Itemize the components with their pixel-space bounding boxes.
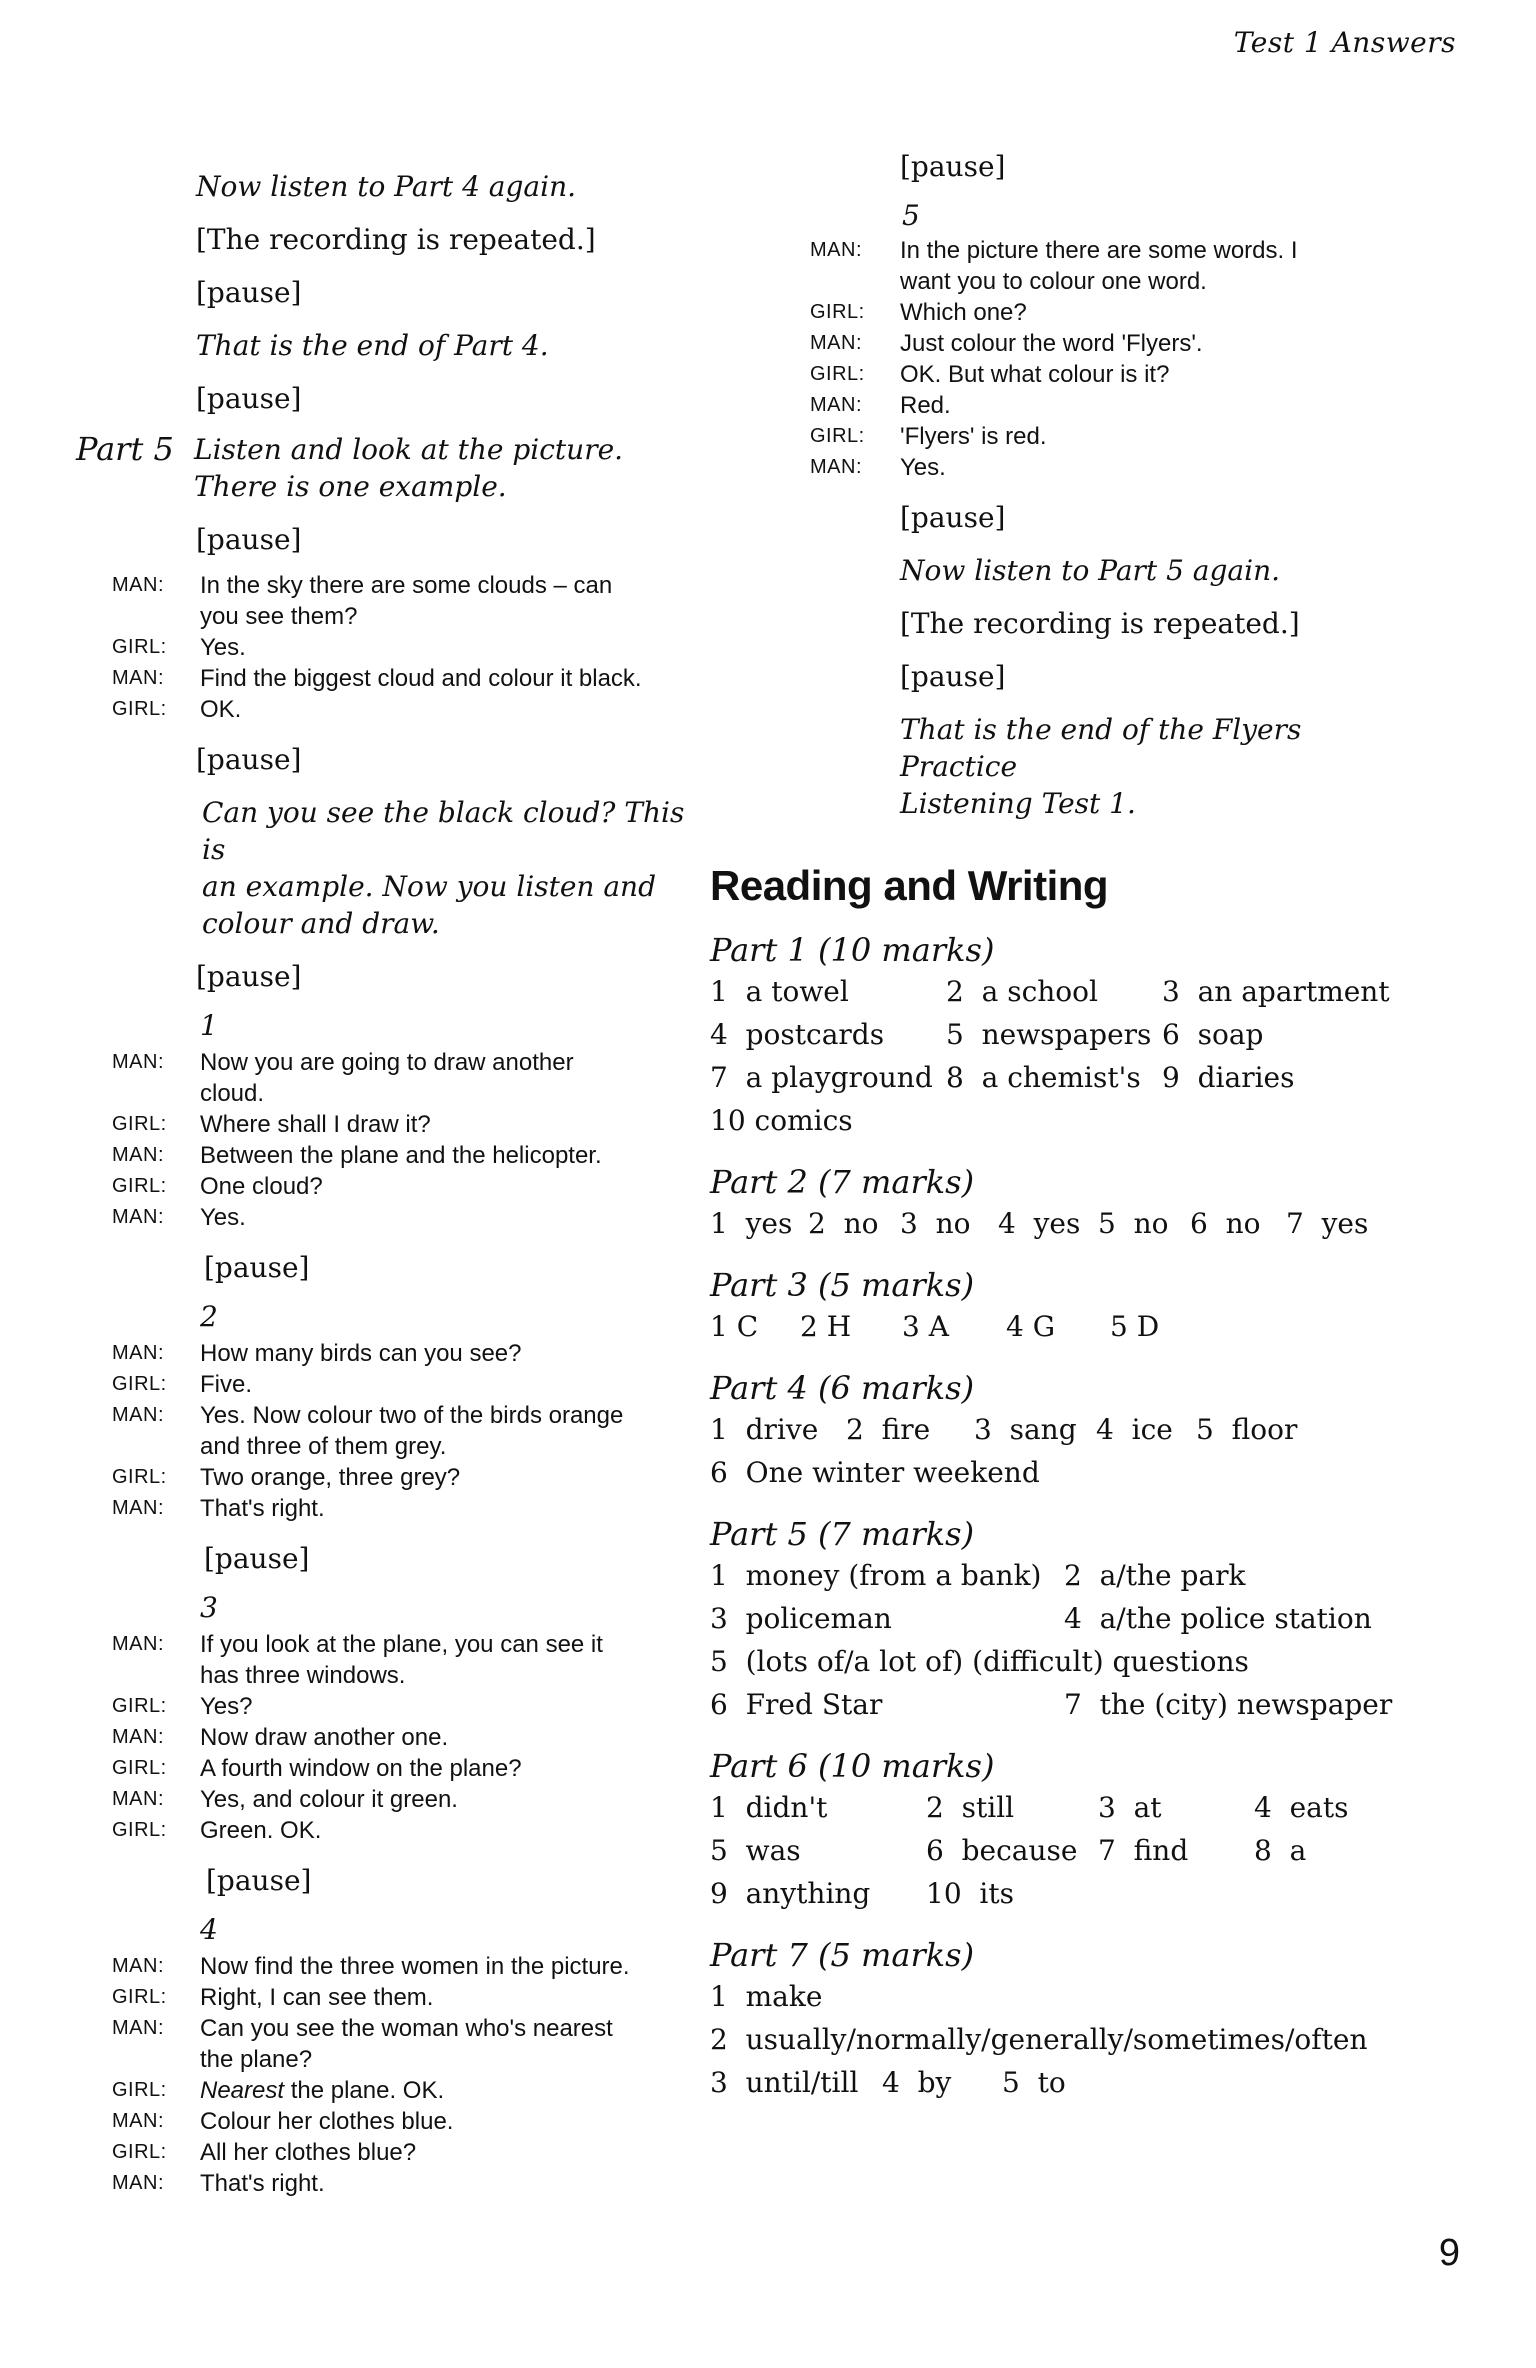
stage-direction: Now listen to Part 5 again. — [900, 554, 1280, 587]
answer-item: 3 A — [902, 1310, 949, 1343]
answer-part-title: Part 6 (10 marks) — [710, 1747, 995, 1785]
answer-item: 3 sang — [974, 1413, 1077, 1446]
part5-label: Part 5 — [76, 430, 174, 468]
dialogue-line — [78, 632, 698, 663]
dialogue-line — [78, 1140, 698, 1171]
answer-part-title: Part 2 (7 marks) — [710, 1163, 975, 1201]
speaker: GIRL: — [810, 425, 865, 447]
utterance: Between the plane and the helicopter. — [200, 1142, 602, 1169]
answer-row — [710, 970, 1410, 1013]
answer-item: 8 a — [1254, 1834, 1307, 1867]
answer-item: 5 floor — [1196, 1413, 1298, 1446]
speaker: MAN: — [112, 1342, 164, 1364]
speaker: MAN: — [112, 1497, 164, 1519]
speaker: MAN: — [112, 2172, 164, 2194]
answer-item: 1 didn't — [710, 1791, 828, 1824]
utterance: Now you are going to draw another — [200, 1049, 574, 1076]
speaker: GIRL: — [112, 2141, 167, 2163]
speaker: GIRL: — [112, 1175, 167, 1197]
pause-marker: [pause] — [196, 276, 302, 309]
answer-item: 1 yes — [710, 1207, 793, 1240]
utterance: Yes. — [200, 1204, 246, 1231]
utterance: Which one? — [900, 299, 1027, 326]
dialogue-q5 — [710, 235, 1410, 483]
part5-instruction: Listen and look at the picture. — [194, 433, 624, 466]
answer-item: 5 newspapers — [946, 1018, 1152, 1051]
answer-item: 2 a school — [946, 975, 1098, 1008]
dialogue-line — [78, 694, 698, 725]
answer-item: 6 no — [1190, 1207, 1261, 1240]
stage-direction — [900, 711, 1410, 822]
dialogue-line — [78, 663, 698, 694]
answer-row — [710, 1975, 1410, 2018]
speaker — [78, 601, 200, 632]
dialogue-line — [78, 1338, 698, 1369]
dialogue-line — [710, 390, 1410, 421]
example-note-line: Can you see the black cloud? This is — [202, 796, 685, 866]
emphasis: Nearest — [200, 2077, 285, 2104]
stage-direction: [The recording is repeated.] — [196, 223, 596, 256]
dialogue-line — [78, 1078, 698, 1109]
speaker: MAN: — [112, 1404, 164, 1426]
answer-item: 6 because — [926, 1834, 1078, 1867]
example-note-line: colour and draw. — [202, 907, 440, 940]
answer-item: 4 eats — [1254, 1791, 1349, 1824]
dialogue-line — [78, 2013, 698, 2044]
dialogue-line — [710, 266, 1410, 297]
stage-direction: That is the end of Part 4. — [196, 329, 549, 362]
utterance: Where shall I draw it? — [200, 1111, 431, 1138]
dialogue-line — [78, 1431, 698, 1462]
answer-part-title: Part 1 (10 marks) — [710, 931, 995, 969]
answer-item: 5 was — [710, 1834, 801, 1867]
answer-row — [710, 1408, 1410, 1451]
part5-instruction: There is one example. — [194, 470, 507, 503]
pause-marker: [pause] — [206, 1864, 312, 1897]
speaker — [78, 1660, 200, 1691]
answer-item: 2 a/the park — [1064, 1559, 1246, 1592]
speaker: GIRL: — [112, 698, 167, 720]
dialogue-line — [78, 2075, 698, 2106]
answer-part-title: Part 7 (5 marks) — [710, 1936, 975, 1974]
utterance: Yes. — [200, 634, 246, 661]
utterance: OK. — [200, 696, 242, 723]
answer-key — [710, 930, 1410, 2104]
answer-item: 1 a towel — [710, 975, 849, 1008]
speaker: GIRL: — [810, 301, 865, 323]
answer-item: 5 no — [1098, 1207, 1169, 1240]
answer-row — [710, 1451, 1410, 1494]
dialogue-line — [78, 1202, 698, 1233]
pause-marker: [pause] — [196, 960, 302, 993]
answer-item: 6 soap — [1162, 1018, 1264, 1051]
dialogue-line — [78, 570, 698, 601]
speaker: MAN: — [112, 1955, 164, 1977]
utterance: Find the biggest cloud and colour it black. — [200, 665, 642, 692]
utterance: Five. — [200, 1371, 253, 1398]
answer-item: 4 yes — [998, 1207, 1081, 1240]
answer-item: 10 its — [926, 1877, 1015, 1910]
answer-row — [710, 1554, 1410, 1597]
dialogue-line — [78, 2137, 698, 2168]
answer-row — [710, 1056, 1410, 1099]
stage-direction: Now listen to Part 4 again. — [196, 170, 576, 203]
utterance: Yes? — [200, 1693, 253, 1720]
dialogue-line — [710, 235, 1410, 266]
speaker — [78, 1431, 200, 1462]
utterance-rest: the plane. OK. — [284, 2077, 445, 2104]
answer-row — [710, 1872, 1410, 1915]
dialogue-q2 — [78, 1338, 698, 1524]
answer-item: 5 to — [1002, 2066, 1066, 2099]
dialogue-line — [78, 1753, 698, 1784]
answer-item: 6 Fred Star — [710, 1688, 883, 1721]
utterance: In the picture there are some words. I — [900, 237, 1298, 264]
end-line: Listening Test 1. — [900, 787, 1136, 820]
question-number: 1 — [200, 1009, 218, 1042]
right-column — [710, 148, 1410, 2104]
utterance: Right, I can see them. — [200, 1984, 434, 2011]
dialogue-line — [78, 1660, 698, 1691]
answer-row — [710, 2018, 1410, 2061]
answer-item: 4 a/the police station — [1064, 1602, 1372, 1635]
answer-row — [710, 1829, 1410, 1872]
speaker: GIRL: — [112, 1819, 167, 1841]
answer-item: 1 drive — [710, 1413, 819, 1446]
dialogue-line — [710, 328, 1410, 359]
utterance: OK. But what colour is it? — [900, 361, 1170, 388]
question-number: 3 — [200, 1591, 218, 1624]
answer-item: 1 C — [710, 1310, 759, 1343]
example-note — [202, 794, 698, 942]
left-column — [78, 168, 698, 2199]
answer-item: 5 D — [1110, 1310, 1160, 1343]
utterance: One cloud? — [200, 1173, 323, 1200]
utterance: 'Flyers' is red. — [900, 423, 1047, 450]
answer-part-title: Part 4 (6 marks) — [710, 1369, 975, 1407]
utterance: the plane? — [200, 2046, 313, 2073]
speaker: GIRL: — [112, 1757, 167, 1779]
answer-row — [710, 1013, 1410, 1056]
answer-item: 3 until/till — [710, 2066, 859, 2099]
utterance: cloud. — [200, 1080, 265, 1107]
dialogue-line — [710, 297, 1410, 328]
dialogue-line — [78, 2168, 698, 2199]
pause-marker: [pause] — [204, 1542, 310, 1575]
speaker: MAN: — [112, 574, 164, 596]
pause-marker: [pause] — [900, 501, 1006, 534]
dialogue-line — [78, 1784, 698, 1815]
part5-header — [78, 431, 698, 505]
speaker: GIRL: — [112, 2079, 167, 2101]
speaker: GIRL: — [112, 1986, 167, 2008]
dialogue-line — [710, 452, 1410, 483]
speaker — [710, 266, 900, 297]
answer-row — [710, 1305, 1410, 1348]
speaker: MAN: — [810, 239, 862, 261]
speaker: MAN: — [112, 2110, 164, 2132]
utterance: Green. OK. — [200, 1817, 322, 1844]
speaker: MAN: — [112, 667, 164, 689]
speaker: MAN: — [112, 1144, 164, 1166]
question-number: 4 — [200, 1913, 218, 1946]
answer-item: 2 H — [800, 1310, 852, 1343]
pause-marker: [pause] — [900, 660, 1006, 693]
answer-item: 10 comics — [710, 1104, 853, 1137]
answer-row — [710, 1786, 1410, 1829]
speaker: MAN: — [112, 2017, 164, 2039]
answer-item: 2 fire — [846, 1413, 931, 1446]
utterance: want you to colour one word. — [900, 268, 1207, 295]
answer-item: 7 the (city) newspaper — [1064, 1688, 1393, 1721]
answer-row — [710, 1640, 1410, 1683]
utterance: Yes. — [900, 454, 946, 481]
example-note-line: an example. Now you listen and — [202, 870, 657, 903]
utterance: Yes, and colour it green. — [200, 1786, 458, 1813]
answer-item: 6 One winter weekend — [710, 1456, 1040, 1489]
utterance: If you look at the plane, you can see it — [200, 1631, 603, 1658]
answer-part-title: Part 5 (7 marks) — [710, 1515, 975, 1553]
utterance: That's right. — [200, 2170, 325, 2197]
pause-marker: [pause] — [196, 382, 302, 415]
speaker: GIRL: — [112, 1466, 167, 1488]
answer-item: 2 usually/normally/generally/sometimes/often — [710, 2023, 1368, 2056]
speaker: GIRL: — [112, 1695, 167, 1717]
dialogue-line — [78, 2106, 698, 2137]
speaker: MAN: — [112, 1788, 164, 1810]
utterance: Now find the three women in the picture. — [200, 1953, 630, 1980]
utterance — [200, 2075, 698, 2106]
utterance: Can you see the woman who's nearest — [200, 2015, 613, 2042]
answer-part-title: Part 3 (5 marks) — [710, 1266, 975, 1304]
answer-item: 4 postcards — [710, 1018, 885, 1051]
answer-item: 2 no — [808, 1207, 879, 1240]
utterance: How many birds can you see? — [200, 1340, 522, 1367]
utterance: Colour her clothes blue. — [200, 2108, 454, 2135]
speaker: MAN: — [810, 332, 862, 354]
answer-item: 2 still — [926, 1791, 1015, 1824]
answer-item: 1 money (from a bank) — [710, 1559, 1042, 1592]
answer-row — [710, 1683, 1410, 1726]
dialogue-line — [710, 421, 1410, 452]
dialogue-line — [78, 1951, 698, 1982]
stage-direction: [The recording is repeated.] — [900, 607, 1300, 640]
answer-item: 4 ice — [1096, 1413, 1173, 1446]
answer-item: 1 make — [710, 1980, 823, 2013]
answer-item: 4 by — [882, 2066, 952, 2099]
utterance: In the sky there are some clouds – can — [200, 572, 613, 599]
dialogue-q1 — [78, 1047, 698, 1233]
dialogue-line — [78, 1629, 698, 1660]
answer-item: 3 an apartment — [1162, 975, 1390, 1008]
dialogue-line — [78, 1047, 698, 1078]
answer-item: 9 anything — [710, 1877, 871, 1910]
utterance: That's right. — [200, 1495, 325, 1522]
utterance: All her clothes blue? — [200, 2139, 417, 2166]
utterance: Just colour the word 'Flyers'. — [900, 330, 1203, 357]
answer-item: 9 diaries — [1162, 1061, 1295, 1094]
answer-item: 4 G — [1006, 1310, 1056, 1343]
dialogue-q3 — [78, 1629, 698, 1846]
dialogue-line — [78, 1691, 698, 1722]
speaker: MAN: — [810, 456, 862, 478]
answer-item: 5 (lots of/a lot of) (difficult) questions — [710, 1645, 1249, 1678]
running-head: Test 1 Answers — [1233, 26, 1456, 59]
dialogue-line — [78, 1462, 698, 1493]
pause-marker: [pause] — [204, 1251, 310, 1284]
dialogue-q4 — [78, 1951, 698, 2199]
dialogue-line — [78, 1493, 698, 1524]
utterance: has three windows. — [200, 1662, 406, 1689]
pause-marker: [pause] — [900, 150, 1006, 183]
answer-row — [710, 1099, 1410, 1142]
utterance: Now draw another one. — [200, 1724, 449, 1751]
utterance: Yes. Now colour two of the birds orange — [200, 1402, 624, 1429]
utterance: Two orange, three grey? — [200, 1464, 461, 1491]
speaker: MAN: — [112, 1726, 164, 1748]
answer-item: 3 no — [900, 1207, 971, 1240]
dialogue-line — [78, 1369, 698, 1400]
utterance: you see them? — [200, 603, 358, 630]
section-title: Reading and Writing — [710, 862, 1109, 909]
answer-row — [710, 1202, 1410, 1245]
speaker: GIRL: — [112, 1373, 167, 1395]
speaker: GIRL: — [810, 363, 865, 385]
dialogue-line — [78, 2044, 698, 2075]
answer-item: 7 yes — [1286, 1207, 1369, 1240]
dialogue-line — [78, 1982, 698, 2013]
speaker: MAN: — [112, 1633, 164, 1655]
answer-item: 3 at — [1098, 1791, 1162, 1824]
dialogue-line — [710, 359, 1410, 390]
speaker: MAN: — [112, 1051, 164, 1073]
speaker: GIRL: — [112, 1113, 167, 1135]
dialogue-line — [78, 601, 698, 632]
question-number: 2 — [200, 1300, 218, 1333]
answer-item: 7 a playground — [710, 1061, 933, 1094]
utterance: Red. — [900, 392, 951, 419]
speaker: MAN: — [112, 1206, 164, 1228]
answer-row — [710, 2061, 1410, 2104]
speaker — [78, 2044, 200, 2075]
utterance: and three of them grey. — [200, 1433, 447, 1460]
example-dialogue — [78, 570, 698, 725]
dialogue-line — [78, 1815, 698, 1846]
speaker — [78, 1078, 200, 1109]
dialogue-line — [78, 1722, 698, 1753]
answer-item: 3 policeman — [710, 1602, 892, 1635]
dialogue-line — [78, 1400, 698, 1431]
speaker: GIRL: — [112, 636, 167, 658]
pause-marker: [pause] — [196, 743, 302, 776]
speaker: MAN: — [810, 394, 862, 416]
pause-marker: [pause] — [196, 523, 302, 556]
page-number: 9 — [1438, 2232, 1460, 2274]
utterance: A fourth window on the plane? — [200, 1755, 522, 1782]
dialogue-line — [78, 1109, 698, 1140]
answer-row — [710, 1597, 1410, 1640]
end-line: That is the end of the Flyers Practice — [900, 713, 1302, 783]
answer-item: 7 find — [1098, 1834, 1189, 1867]
answer-item: 8 a chemist's — [946, 1061, 1141, 1094]
dialogue-line — [78, 1171, 698, 1202]
question-number: 5 — [902, 199, 920, 232]
